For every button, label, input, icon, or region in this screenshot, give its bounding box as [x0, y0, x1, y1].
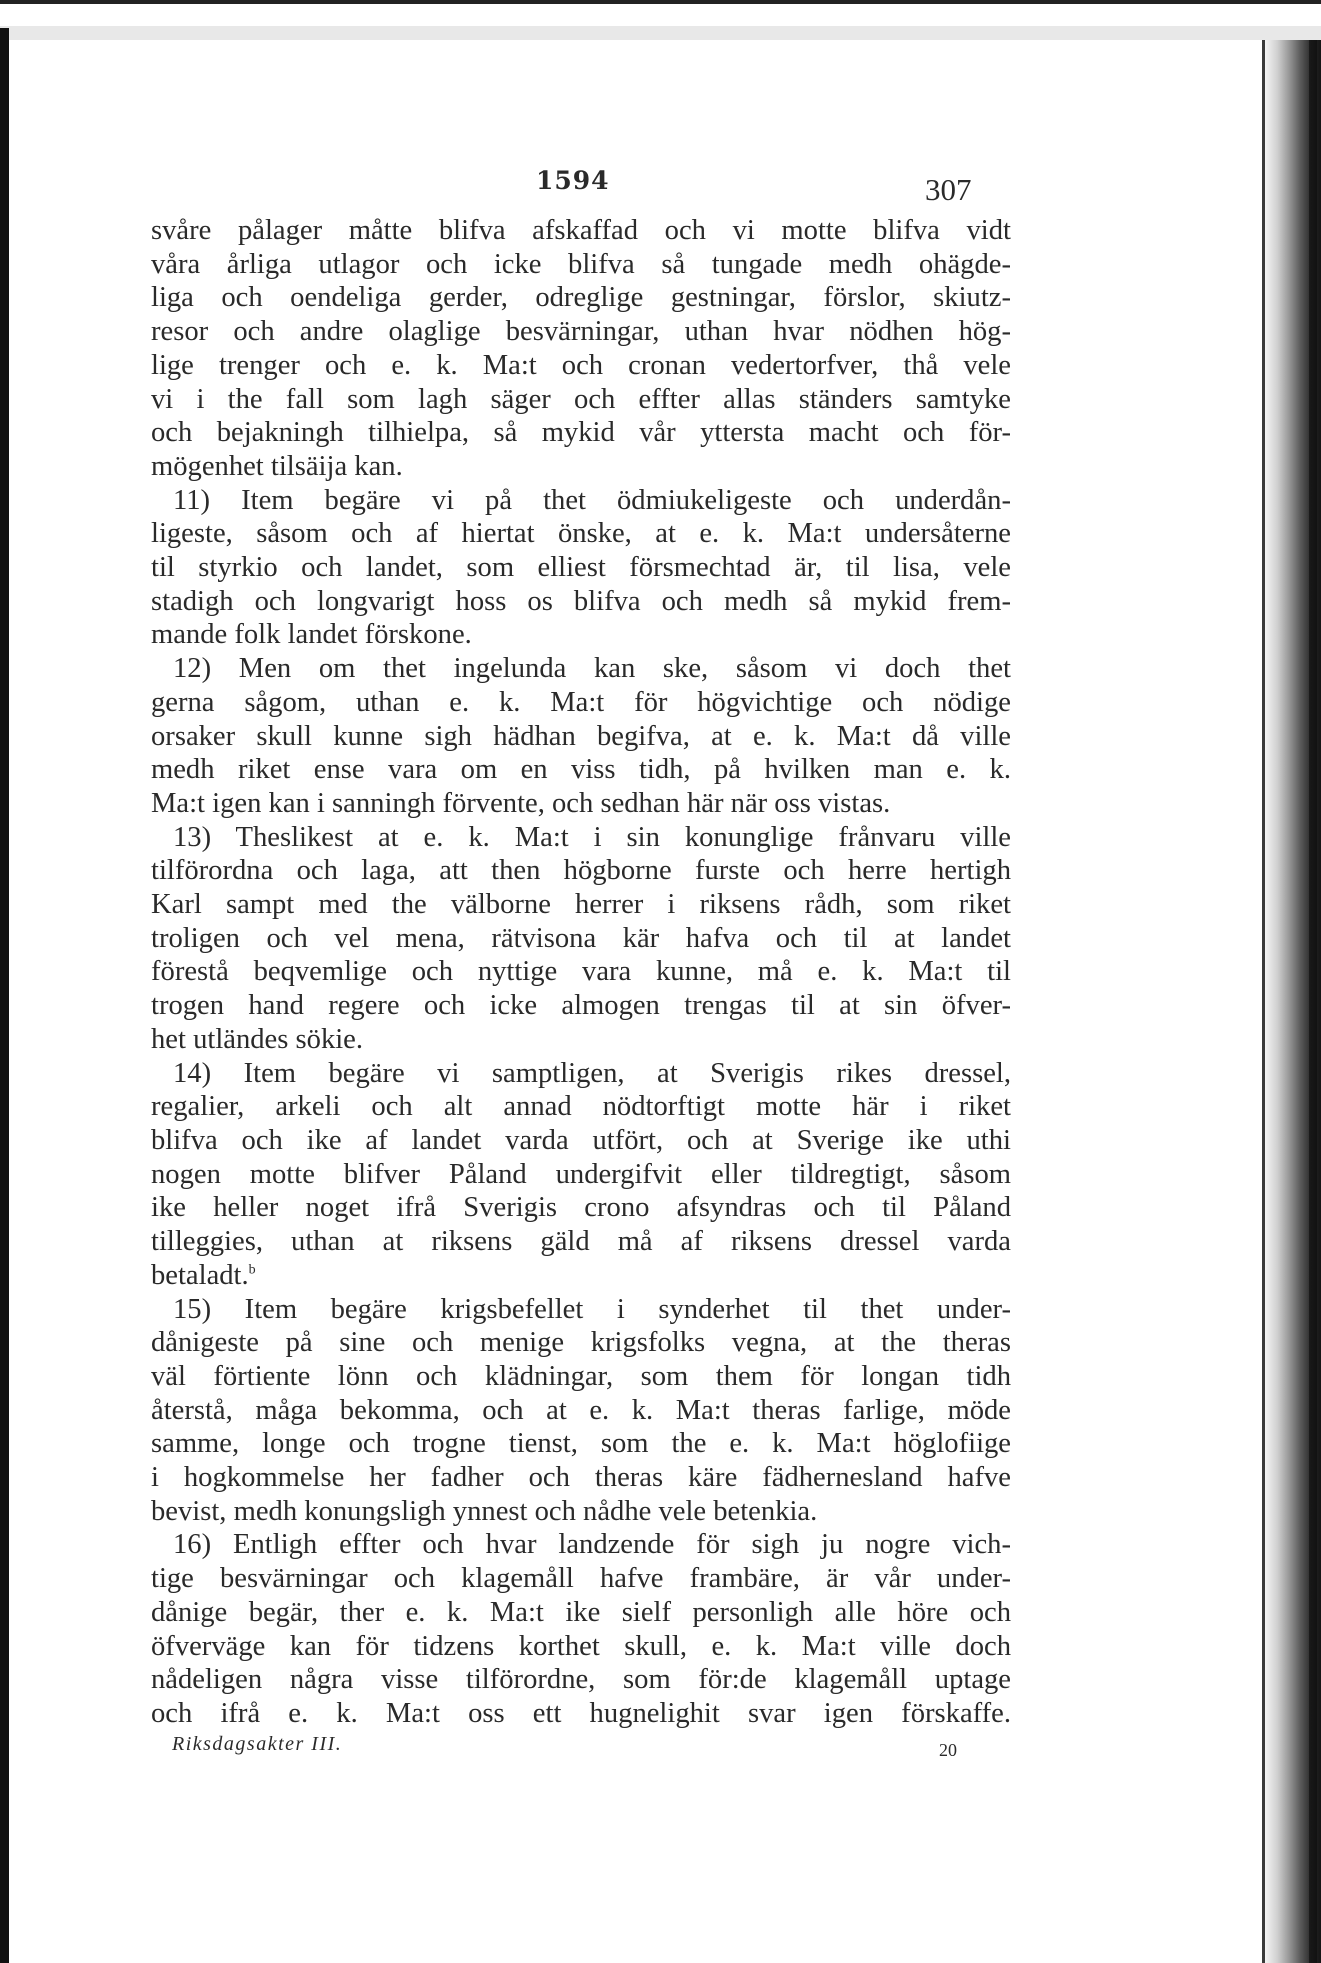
running-head-year: 1594	[536, 166, 610, 195]
text-line: bevist, medh konungsligh ynnest och nådhe vele betenkia.	[151, 1495, 818, 1527]
paragraph-11-start: 11) Item begäre vi på thet ödmiukeligeste och underdån-	[173, 484, 1011, 516]
body-text	[151, 214, 1011, 1731]
text-line: nådeligen några visse tilförordne, som för:de klagemåll uptage	[151, 1664, 1011, 1696]
scan-top-border	[0, 0, 1321, 4]
text-line: ike heller noget ifrå Sverigis crono afsyndras och til Påland	[151, 1192, 1011, 1224]
text-line: liga och oendeliga gerder, odreglige gestningar, förslor, skiutz-	[151, 282, 1011, 314]
text-line: gerna sågom, uthan e. k. Ma:t för högvichtige och nödige	[151, 686, 1011, 718]
text-line: betaladt.	[151, 1259, 249, 1291]
text-line: lige trenger och e. k. Ma:t och cronan vedertorfver, thå vele	[151, 349, 1011, 381]
text-line: troligen och vel mena, rätvisona kär hafva och til at landet	[151, 922, 1011, 954]
text-line: tige besvärningar och klagemåll hafve frambäre, är vår under-	[151, 1563, 1011, 1595]
text-line: väl förtiente lönn och klädningar, som them för longan tidh	[151, 1360, 1011, 1392]
text-line: nogen motte blifver Påland undergifvit eller tildregtigt, såsom	[151, 1158, 1011, 1190]
text-line: öfverväge kan för tidzens korthet skull, e. k. Ma:t ville doch	[151, 1630, 1011, 1662]
page-number: 307	[925, 172, 972, 207]
text-line: trogen hand regere och icke almogen trengas til at sin öfver-	[151, 990, 1011, 1022]
paragraph-13-start: 13) Theslikest at e. k. Ma:t i sin konunglige frånvaru ville	[173, 821, 1011, 853]
text-line: het utländes sökie.	[151, 1023, 364, 1055]
text-line: resor och andre olaglige besvärningar, uthan hvar nödhen hög-	[151, 316, 1011, 348]
text-line: orsaker skull kunne sigh hädhan begifva, at e. k. Ma:t då ville	[151, 720, 1011, 752]
text-line: Karl sampt med the välborne herrer i riksens rådh, som riket	[151, 889, 1011, 921]
text-line: Ma:t igen kan i sanningh förvente, och sedhan här när oss vistas.	[151, 787, 891, 819]
text-line: samme, longe och trogne tienst, som the e. k. Ma:t höglofiige	[151, 1428, 1011, 1460]
text-line: blifva och ike af landet varda utfört, och at Sverige ike uthi	[151, 1124, 1011, 1156]
paragraph-16-start: 16) Entligh effter och hvar landzende för sigh ju nogre vich-	[173, 1529, 1011, 1561]
text-line: och ifrå e. k. Ma:t oss ett hugnelighit svar igen förskaffe.	[151, 1697, 1011, 1729]
text-line: til styrkio och landet, som elliest försmechtad är, til lisa, vele	[151, 552, 1011, 584]
text-line-with-footnote	[151, 1259, 1011, 1293]
text-line: mögenhet tilsäija kan.	[151, 450, 403, 482]
text-line: ligeste, såsom och af hiertat önske, at e. k. Ma:t undersåterne	[151, 518, 1011, 550]
footer-volume-title: Riksdagsakter III.	[172, 1733, 343, 1755]
text-line: stadigh och longvarigt hoss os blifva och medh så mykid frem-	[151, 585, 1011, 617]
paragraph-12-start: 12) Men om thet ingelunda kan ske, såsom vi doch thet	[173, 653, 1011, 685]
signature-mark: 20	[939, 1740, 957, 1760]
text-line: dånigeste på sine och menige krigsfolks vegna, at the theras	[151, 1327, 1011, 1359]
text-line: mande folk landet förskone.	[151, 619, 472, 651]
text-line: regalier, arkeli och alt annad nödtorftigt motte här i riket	[151, 1091, 1011, 1123]
text-line: våra årliga utlagor och icke blifva så tungade medh ohägde-	[151, 248, 1011, 280]
text-line: svåre pålager måtte blifva afskaffad och vi motte blifva vidt	[151, 215, 1011, 246]
text-line: förestå beqvemlige och nyttige vara kunne, må e. k. Ma:t til	[151, 956, 1011, 988]
scan-top-shadow	[0, 26, 1321, 40]
scan-left-border	[0, 28, 9, 1963]
text-line: i hogkommelse her fadher och theras käre fädhernesland hafve	[151, 1462, 1011, 1494]
text-line: dånige begär, ther e. k. Ma:t ike sielf personligh alle höre och	[151, 1596, 1011, 1628]
footnote-marker: b	[248, 1262, 256, 1278]
paragraph-15-start: 15) Item begäre krigsbefellet i synderhet til thet under-	[173, 1293, 1011, 1325]
text-line: tilförordna och laga, att then högborne furste och herre hertigh	[151, 855, 1011, 887]
book-spine-stripe	[1309, 40, 1317, 1963]
text-line: tilleggies, uthan at riksens gäld må af riksens dressel varda	[151, 1226, 1011, 1258]
text-line: vi i the fall som lagh säger och effter allas ständers samtyke	[151, 383, 1011, 415]
paragraph-14-start: 14) Item begäre vi samptligen, at Sverigis rikes dressel,	[173, 1057, 1011, 1089]
text-line: medh riket ense vara om en viss tidh, på hvilken man e. k.	[151, 754, 1011, 786]
text-line: och bejakningh tilhielpa, så mykid vår yttersta macht och för-	[151, 417, 1011, 449]
text-line: återstå, måga bekomma, och at e. k. Ma:t theras farlige, möde	[151, 1394, 1011, 1426]
